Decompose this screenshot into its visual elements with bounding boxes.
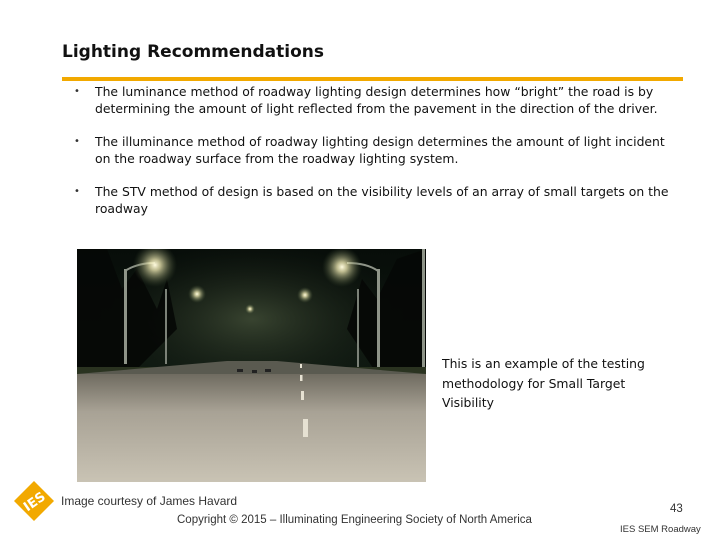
logo-text: IES (21, 489, 49, 515)
footer-label: IES SEM Roadway (620, 524, 701, 535)
photo-caption: This is an example of the testing methodology for Small Target Visibility (442, 356, 645, 410)
copyright-notice: Copyright © 2015 – Illuminating Engineering Society of North America (177, 514, 532, 526)
bullet-item (72, 134, 684, 167)
image-credit: Image courtesy of James Havard (61, 494, 238, 508)
slide-title: Lighting Recommendations (62, 42, 325, 62)
title-underline (62, 77, 683, 81)
page-number: 43 (670, 503, 683, 515)
bullet-marker: • (74, 186, 80, 197)
bullet-text: The STV method of design is based on the visibility levels of an array of small targets on the roadway (95, 184, 669, 216)
night-road-photo (77, 249, 426, 482)
bullet-marker: • (74, 136, 80, 147)
ies-logo-icon (12, 479, 56, 523)
bullet-item (72, 84, 684, 117)
bullet-text: The luminance method of roadway lighting design determines how “bright” the road is by determining the amount of light reflected from the pavement in the direction of the driver. (95, 84, 658, 116)
bullet-marker: • (74, 86, 80, 97)
bullet-text: The illuminance method of roadway lighting design determines the amount of light incident on the roadway surface from the roadway lighting system. (95, 134, 665, 166)
bullet-item (72, 184, 684, 217)
bullet-list (72, 84, 684, 234)
